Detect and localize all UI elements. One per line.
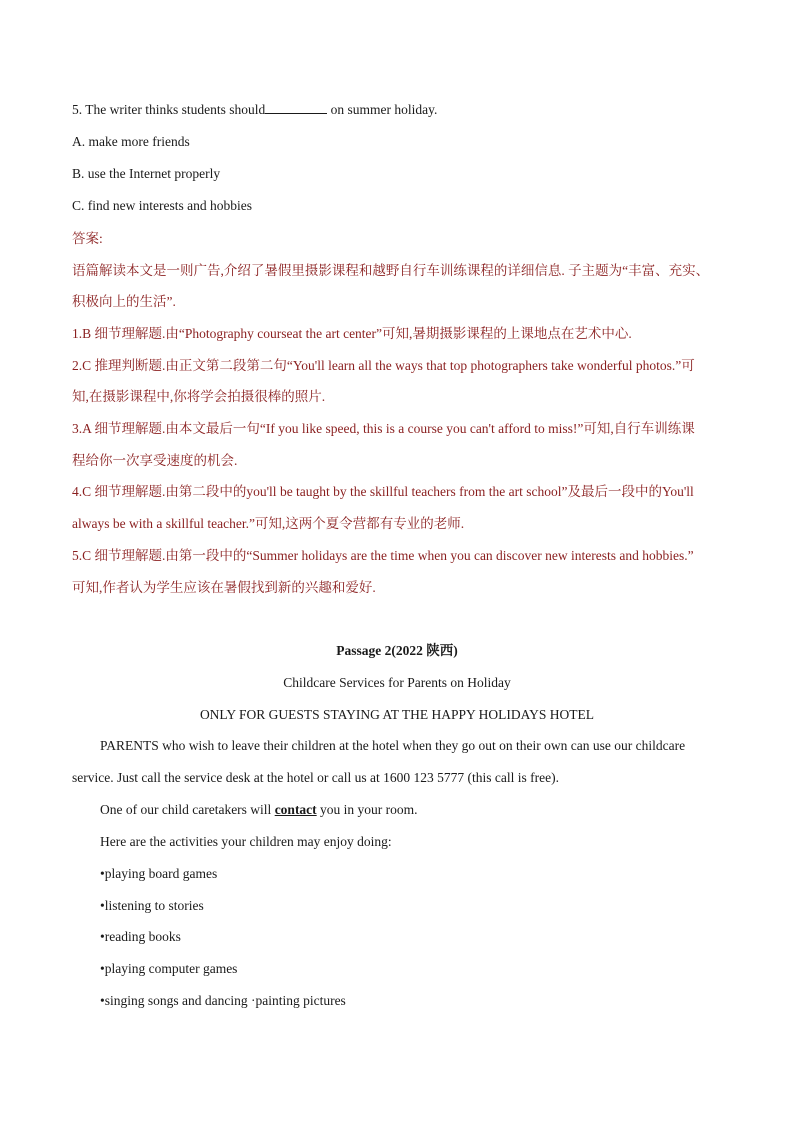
passage-para1-line2: service. Just call the service desk at the hotel or call us at 1600 123 5777 (this call is free). bbox=[72, 770, 559, 785]
passage-para1-line1: PARENTS who wish to leave their children at the hotel when they go out on their own can use our childcare bbox=[100, 738, 686, 753]
activity-item: •singing songs and dancing ·painting pictures bbox=[100, 993, 346, 1008]
passage-subtitle: ONLY FOR GUESTS STAYING AT THE HAPPY HOLIDAYS HOTEL bbox=[199, 707, 595, 722]
answer-intro-line2: 积极向上的生活”. bbox=[72, 294, 176, 309]
keyword-contact: contact bbox=[274, 802, 317, 817]
passage-para3: Here are the activities your children may enjoy doing: bbox=[100, 834, 392, 849]
para2-before: One of our child caretakers will bbox=[100, 802, 275, 817]
answer-item-2: 2.C 推理判断题.由正文第二段第二句“You'll learn all the ways that top photographers take wonderful photos.”可 bbox=[72, 358, 695, 373]
question-stem-before: 5. The writer thinks students should bbox=[72, 102, 266, 117]
answer-heading: 答案: bbox=[72, 231, 103, 246]
answer-item-3: 3.A 细节理解题.由本文最后一句“If you like speed, this is a course you can't afford to miss!”可知,自行车训练课 bbox=[72, 421, 695, 436]
activity-item: •listening to stories bbox=[100, 898, 204, 913]
answer-item-4-cont: always be with a skillful teacher.”可知,这两个夏令营都有专业的老师. bbox=[72, 516, 465, 531]
para2-after: you in your room. bbox=[316, 802, 418, 817]
option-c: C. find new interests and hobbies bbox=[72, 198, 252, 213]
answer-item-5: 5.C 细节理解题.由第一段中的“Summer holidays are the time when you can discover new interests and hobbies.” bbox=[72, 548, 694, 563]
activity-item: •reading books bbox=[100, 929, 181, 944]
option-b: B. use the Internet properly bbox=[72, 166, 221, 181]
answer-item-5-cont: 可知,作者认为学生应该在暑假找到新的兴趣和爱好. bbox=[72, 580, 376, 595]
answer-item-2-cont: 知,在摄影课程中,你将学会拍摄很棒的照片. bbox=[72, 389, 326, 404]
answer-item-3-cont: 程给你一次享受速度的机会. bbox=[72, 453, 238, 468]
passage-title: Childcare Services for Parents on Holiday bbox=[283, 675, 511, 690]
option-a: A. make more friends bbox=[72, 134, 190, 149]
activity-item: •playing board games bbox=[100, 866, 218, 881]
answer-blank bbox=[265, 101, 327, 114]
answer-item-1: 1.B 细节理解题.由“Photography courseat the art center”可知,暑期摄影课程的上课地点在艺术中心. bbox=[72, 326, 632, 341]
activity-item: •playing computer games bbox=[100, 961, 238, 976]
passage-para2 bbox=[100, 800, 750, 820]
question-stem bbox=[72, 100, 722, 120]
answer-intro-line1: 语篇解读本文是一则广告,介绍了暑假里摄影课程和越野自行车训练课程的详细信息. 子主题为“丰富、充实、 bbox=[72, 263, 710, 278]
answer-item-4: 4.C 细节理解题.由第二段中的you'll be taught by the skillful teachers from the art school”及最后一段中的You'll bbox=[72, 484, 694, 499]
passage-label: Passage 2(2022 陕西) bbox=[336, 643, 458, 658]
question-stem-after: on summer holiday. bbox=[327, 102, 438, 117]
